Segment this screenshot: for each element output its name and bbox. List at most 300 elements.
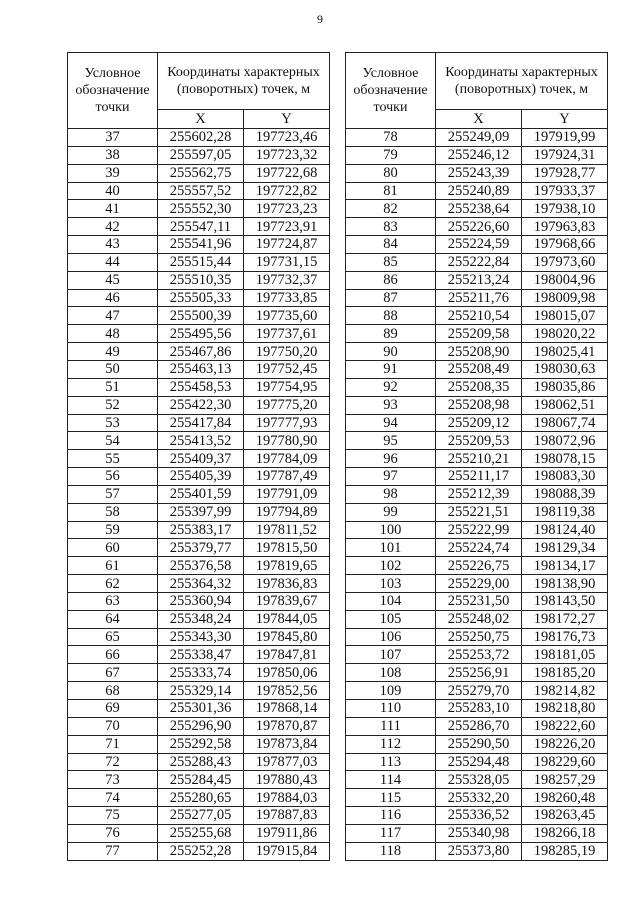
x-coordinate-cell: 255286,70 [436, 717, 522, 735]
table-row [346, 807, 608, 825]
point-number-cell: 80 [346, 164, 436, 182]
point-number-cell: 74 [68, 789, 158, 807]
x-coordinate-cell: 255279,70 [436, 682, 522, 700]
x-coordinate-cell: 255413,52 [158, 432, 244, 450]
table-row [346, 432, 608, 450]
x-coordinate-cell: 255292,58 [158, 735, 244, 753]
y-coordinate-cell: 198143,50 [522, 592, 608, 610]
point-number-cell: 112 [346, 735, 436, 753]
table-row [68, 378, 330, 396]
y-coordinate-cell: 198134,17 [522, 557, 608, 575]
point-number-cell: 65 [68, 628, 158, 646]
table-row [346, 503, 608, 521]
table-row [346, 182, 608, 200]
point-number-cell: 38 [68, 146, 158, 164]
y-coordinate-cell: 197722,68 [244, 164, 330, 182]
table-row [346, 289, 608, 307]
x-coordinate-cell: 255209,53 [436, 432, 522, 450]
x-coordinate-cell: 255240,89 [436, 182, 522, 200]
point-number-cell: 77 [68, 842, 158, 860]
y-coordinate-cell: 197877,03 [244, 753, 330, 771]
y-coordinate-cell: 197924,31 [522, 146, 608, 164]
y-coordinate-cell: 198025,41 [522, 343, 608, 361]
point-number-cell: 106 [346, 628, 436, 646]
point-number-cell: 110 [346, 700, 436, 718]
x-coordinate-cell: 255238,64 [436, 200, 522, 218]
point-number-cell: 114 [346, 771, 436, 789]
y-coordinate-cell: 197737,61 [244, 325, 330, 343]
y-coordinate-cell: 198009,98 [522, 289, 608, 307]
x-coordinate-cell: 255397,99 [158, 503, 244, 521]
table-row [68, 146, 330, 164]
point-number-cell: 94 [346, 414, 436, 432]
point-number-cell: 82 [346, 200, 436, 218]
point-number-cell: 99 [346, 503, 436, 521]
y-coordinate-cell: 197873,84 [244, 735, 330, 753]
y-coordinate-cell: 198072,96 [522, 432, 608, 450]
y-coordinate-cell: 198030,63 [522, 360, 608, 378]
table-row [68, 753, 330, 771]
table-row [346, 557, 608, 575]
point-number-cell: 83 [346, 218, 436, 236]
point-number-cell: 90 [346, 343, 436, 361]
point-number-cell: 81 [346, 182, 436, 200]
x-coordinate-cell: 255212,39 [436, 485, 522, 503]
x-coordinate-cell: 255458,53 [158, 378, 244, 396]
point-number-cell: 43 [68, 236, 158, 254]
table-row [68, 182, 330, 200]
point-number-cell: 48 [68, 325, 158, 343]
table-row [68, 664, 330, 682]
x-coordinate-cell: 255221,51 [436, 503, 522, 521]
point-number-cell: 116 [346, 807, 436, 825]
x-coordinate-cell: 255208,98 [436, 396, 522, 414]
x-coordinate-cell: 255597,05 [158, 146, 244, 164]
header-y-label: Y [244, 110, 330, 129]
x-coordinate-cell: 255379,77 [158, 539, 244, 557]
table-row [346, 200, 608, 218]
table-row [346, 682, 608, 700]
header-y-label: Y [522, 110, 608, 129]
y-coordinate-cell: 198083,30 [522, 468, 608, 486]
y-coordinate-cell: 197784,09 [244, 450, 330, 468]
table-row [68, 521, 330, 539]
y-coordinate-cell: 197723,91 [244, 218, 330, 236]
y-coordinate-cell: 197819,65 [244, 557, 330, 575]
x-coordinate-cell: 255336,52 [436, 807, 522, 825]
table-row [346, 753, 608, 771]
point-number-cell: 92 [346, 378, 436, 396]
point-number-cell: 102 [346, 557, 436, 575]
point-number-cell: 66 [68, 646, 158, 664]
point-number-cell: 108 [346, 664, 436, 682]
y-coordinate-cell: 198119,38 [522, 503, 608, 521]
point-number-cell: 49 [68, 343, 158, 361]
x-coordinate-cell: 255252,28 [158, 842, 244, 860]
y-coordinate-cell: 198138,90 [522, 575, 608, 593]
table-row [346, 325, 608, 343]
x-coordinate-cell: 255557,52 [158, 182, 244, 200]
table-row [68, 325, 330, 343]
point-number-cell: 61 [68, 557, 158, 575]
y-coordinate-cell: 197933,37 [522, 182, 608, 200]
point-number-cell: 78 [346, 129, 436, 147]
x-coordinate-cell: 255500,39 [158, 307, 244, 325]
point-number-cell: 62 [68, 575, 158, 593]
y-coordinate-cell: 197928,77 [522, 164, 608, 182]
table-row [68, 646, 330, 664]
point-number-cell: 41 [68, 200, 158, 218]
table-row [346, 771, 608, 789]
x-coordinate-cell: 255208,35 [436, 378, 522, 396]
x-coordinate-cell: 255364,32 [158, 575, 244, 593]
x-coordinate-cell: 255329,14 [158, 682, 244, 700]
point-number-cell: 58 [68, 503, 158, 521]
table-row [346, 575, 608, 593]
point-number-cell: 64 [68, 610, 158, 628]
y-coordinate-cell: 198020,22 [522, 325, 608, 343]
y-coordinate-cell: 197868,14 [244, 700, 330, 718]
table-row [346, 610, 608, 628]
y-coordinate-cell: 197963,83 [522, 218, 608, 236]
y-coordinate-cell: 197815,50 [244, 539, 330, 557]
point-number-cell: 85 [346, 253, 436, 271]
x-coordinate-cell: 255495,56 [158, 325, 244, 343]
point-number-cell: 50 [68, 360, 158, 378]
y-coordinate-cell: 197836,83 [244, 575, 330, 593]
point-number-cell: 63 [68, 592, 158, 610]
table-row [68, 271, 330, 289]
table-row [346, 842, 608, 860]
y-coordinate-cell: 197754,95 [244, 378, 330, 396]
point-number-cell: 84 [346, 236, 436, 254]
table-row [68, 592, 330, 610]
y-coordinate-cell: 197919,99 [522, 129, 608, 147]
x-coordinate-cell: 255417,84 [158, 414, 244, 432]
y-coordinate-cell: 198285,19 [522, 842, 608, 860]
table-row [346, 218, 608, 236]
x-coordinate-cell: 255246,12 [436, 146, 522, 164]
x-coordinate-cell: 255290,50 [436, 735, 522, 753]
table-row [68, 218, 330, 236]
point-number-cell: 115 [346, 789, 436, 807]
table-row [68, 610, 330, 628]
table-row [68, 236, 330, 254]
page-number: 9 [317, 12, 323, 26]
table-row [68, 628, 330, 646]
table-row [68, 360, 330, 378]
y-coordinate-cell: 198260,48 [522, 789, 608, 807]
x-coordinate-cell: 255328,05 [436, 771, 522, 789]
table-row [68, 129, 330, 147]
table-row [346, 343, 608, 361]
point-number-cell: 42 [68, 218, 158, 236]
header-coordinates-label: Координаты характерных (поворотных) точек, м [436, 53, 608, 110]
header-x-label: X [436, 110, 522, 129]
x-coordinate-cell: 255405,39 [158, 468, 244, 486]
y-coordinate-cell: 197850,06 [244, 664, 330, 682]
table-row [68, 164, 330, 182]
y-coordinate-cell: 197844,05 [244, 610, 330, 628]
point-number-cell: 79 [346, 146, 436, 164]
x-coordinate-cell: 255547,11 [158, 218, 244, 236]
x-coordinate-cell: 255360,94 [158, 592, 244, 610]
y-coordinate-cell: 198004,96 [522, 271, 608, 289]
x-coordinate-cell: 255224,74 [436, 539, 522, 557]
table-row [68, 735, 330, 753]
y-coordinate-cell: 197880,43 [244, 771, 330, 789]
point-number-cell: 60 [68, 539, 158, 557]
x-coordinate-cell: 255222,99 [436, 521, 522, 539]
table-row [346, 146, 608, 164]
table-row [68, 414, 330, 432]
y-coordinate-cell: 198067,74 [522, 414, 608, 432]
point-number-cell: 71 [68, 735, 158, 753]
point-number-cell: 67 [68, 664, 158, 682]
header-point-label: Условное обозначение точки [346, 53, 436, 129]
point-number-cell: 44 [68, 253, 158, 271]
table-row [346, 717, 608, 735]
x-coordinate-cell: 255209,58 [436, 325, 522, 343]
point-number-cell: 111 [346, 717, 436, 735]
x-coordinate-cell: 255401,59 [158, 485, 244, 503]
point-number-cell: 117 [346, 824, 436, 842]
table-row [68, 789, 330, 807]
x-coordinate-cell: 255409,37 [158, 450, 244, 468]
point-number-cell: 57 [68, 485, 158, 503]
point-number-cell: 51 [68, 378, 158, 396]
y-coordinate-cell: 198088,39 [522, 485, 608, 503]
point-number-cell: 87 [346, 289, 436, 307]
y-coordinate-cell: 198181,05 [522, 646, 608, 664]
point-number-cell: 107 [346, 646, 436, 664]
table-row [346, 396, 608, 414]
x-coordinate-cell: 255208,49 [436, 360, 522, 378]
y-coordinate-cell: 197733,85 [244, 289, 330, 307]
y-coordinate-cell: 198172,27 [522, 610, 608, 628]
point-number-cell: 96 [346, 450, 436, 468]
x-coordinate-cell: 255422,30 [158, 396, 244, 414]
x-coordinate-cell: 255296,90 [158, 717, 244, 735]
y-coordinate-cell: 198266,18 [522, 824, 608, 842]
header-coordinates-label: Координаты характерных (поворотных) точек, м [158, 53, 330, 110]
table-row [68, 307, 330, 325]
table-row [68, 575, 330, 593]
point-number-cell: 88 [346, 307, 436, 325]
point-number-cell: 53 [68, 414, 158, 432]
x-coordinate-cell: 255209,12 [436, 414, 522, 432]
y-coordinate-cell: 197968,66 [522, 236, 608, 254]
x-coordinate-cell: 255283,10 [436, 700, 522, 718]
table-row [68, 485, 330, 503]
x-coordinate-cell: 255343,30 [158, 628, 244, 646]
y-coordinate-cell: 197722,82 [244, 182, 330, 200]
y-coordinate-cell: 197752,45 [244, 360, 330, 378]
x-coordinate-cell: 255231,50 [436, 592, 522, 610]
point-number-cell: 89 [346, 325, 436, 343]
table-row [68, 771, 330, 789]
x-coordinate-cell: 255250,75 [436, 628, 522, 646]
table-row [346, 735, 608, 753]
table-row [68, 807, 330, 825]
y-coordinate-cell: 197775,20 [244, 396, 330, 414]
table-row [346, 700, 608, 718]
table-row [346, 592, 608, 610]
table-row [346, 646, 608, 664]
y-coordinate-cell: 197750,20 [244, 343, 330, 361]
x-coordinate-cell: 255243,39 [436, 164, 522, 182]
point-number-cell: 40 [68, 182, 158, 200]
y-coordinate-cell: 197811,52 [244, 521, 330, 539]
y-coordinate-cell: 198218,80 [522, 700, 608, 718]
y-coordinate-cell: 198257,29 [522, 771, 608, 789]
y-coordinate-cell: 197731,15 [244, 253, 330, 271]
table-row [346, 628, 608, 646]
table-row [68, 717, 330, 735]
x-coordinate-cell: 255226,60 [436, 218, 522, 236]
table-row [346, 378, 608, 396]
table-row [68, 200, 330, 218]
point-number-cell: 52 [68, 396, 158, 414]
x-coordinate-cell: 255277,05 [158, 807, 244, 825]
header-point-label: Условное обозначение точки [68, 53, 158, 129]
y-coordinate-cell: 197723,23 [244, 200, 330, 218]
point-number-cell: 86 [346, 271, 436, 289]
x-coordinate-cell: 255211,76 [436, 289, 522, 307]
table-row [346, 253, 608, 271]
x-coordinate-cell: 255229,00 [436, 575, 522, 593]
x-coordinate-cell: 255256,91 [436, 664, 522, 682]
y-coordinate-cell: 197973,60 [522, 253, 608, 271]
y-coordinate-cell: 197780,90 [244, 432, 330, 450]
table-row [346, 664, 608, 682]
point-number-cell: 70 [68, 717, 158, 735]
point-number-cell: 37 [68, 129, 158, 147]
table-row [68, 432, 330, 450]
y-coordinate-cell: 197732,37 [244, 271, 330, 289]
table-row [346, 824, 608, 842]
table-row [68, 842, 330, 860]
y-coordinate-cell: 198214,82 [522, 682, 608, 700]
x-coordinate-cell: 255284,45 [158, 771, 244, 789]
header-x-label: X [158, 110, 244, 129]
x-coordinate-cell: 255376,58 [158, 557, 244, 575]
point-number-cell: 97 [346, 468, 436, 486]
point-number-cell: 100 [346, 521, 436, 539]
point-number-cell: 109 [346, 682, 436, 700]
point-number-cell: 46 [68, 289, 158, 307]
point-number-cell: 72 [68, 753, 158, 771]
point-number-cell: 76 [68, 824, 158, 842]
table-row [346, 164, 608, 182]
x-coordinate-cell: 255373,80 [436, 842, 522, 860]
x-coordinate-cell: 255280,65 [158, 789, 244, 807]
table-row [68, 450, 330, 468]
x-coordinate-cell: 255515,44 [158, 253, 244, 271]
y-coordinate-cell: 198226,20 [522, 735, 608, 753]
point-number-cell: 104 [346, 592, 436, 610]
y-coordinate-cell: 197777,93 [244, 414, 330, 432]
table-row [346, 414, 608, 432]
x-coordinate-cell: 255294,48 [436, 753, 522, 771]
table-row [346, 521, 608, 539]
point-number-cell: 59 [68, 521, 158, 539]
point-number-cell: 55 [68, 450, 158, 468]
table-row [346, 271, 608, 289]
point-number-cell: 47 [68, 307, 158, 325]
point-number-cell: 69 [68, 700, 158, 718]
y-coordinate-cell: 197724,87 [244, 236, 330, 254]
x-coordinate-cell: 255211,17 [436, 468, 522, 486]
y-coordinate-cell: 197839,67 [244, 592, 330, 610]
table-row [68, 253, 330, 271]
x-coordinate-cell: 255510,35 [158, 271, 244, 289]
table-row [68, 396, 330, 414]
y-coordinate-cell: 197735,60 [244, 307, 330, 325]
x-coordinate-cell: 255255,68 [158, 824, 244, 842]
y-coordinate-cell: 198078,15 [522, 450, 608, 468]
y-coordinate-cell: 197911,86 [244, 824, 330, 842]
y-coordinate-cell: 197938,10 [522, 200, 608, 218]
table-row [346, 539, 608, 557]
table-row [68, 557, 330, 575]
table-row [68, 468, 330, 486]
point-number-cell: 103 [346, 575, 436, 593]
y-coordinate-cell: 197915,84 [244, 842, 330, 860]
y-coordinate-cell: 198185,20 [522, 664, 608, 682]
table-row [346, 450, 608, 468]
x-coordinate-cell: 255248,02 [436, 610, 522, 628]
y-coordinate-cell: 197723,46 [244, 129, 330, 147]
point-number-cell: 105 [346, 610, 436, 628]
table-row [68, 824, 330, 842]
x-coordinate-cell: 255224,59 [436, 236, 522, 254]
y-coordinate-cell: 198062,51 [522, 396, 608, 414]
table-row [346, 468, 608, 486]
y-coordinate-cell: 198124,40 [522, 521, 608, 539]
point-number-cell: 39 [68, 164, 158, 182]
y-coordinate-cell: 198263,45 [522, 807, 608, 825]
table-row [68, 503, 330, 521]
table-row [346, 789, 608, 807]
x-coordinate-cell: 255210,21 [436, 450, 522, 468]
table-row [68, 539, 330, 557]
point-number-cell: 98 [346, 485, 436, 503]
table-row [346, 129, 608, 147]
y-coordinate-cell: 198222,60 [522, 717, 608, 735]
x-coordinate-cell: 255226,75 [436, 557, 522, 575]
y-coordinate-cell: 198229,60 [522, 753, 608, 771]
table-row [68, 289, 330, 307]
y-coordinate-cell: 197884,03 [244, 789, 330, 807]
y-coordinate-cell: 197847,81 [244, 646, 330, 664]
y-coordinate-cell: 197870,87 [244, 717, 330, 735]
x-coordinate-cell: 255505,33 [158, 289, 244, 307]
x-coordinate-cell: 255338,47 [158, 646, 244, 664]
table-row [346, 307, 608, 325]
point-number-cell: 73 [68, 771, 158, 789]
y-coordinate-cell: 197791,09 [244, 485, 330, 503]
table-row [68, 682, 330, 700]
point-number-cell: 54 [68, 432, 158, 450]
x-coordinate-cell: 255332,20 [436, 789, 522, 807]
y-coordinate-cell: 197852,56 [244, 682, 330, 700]
point-number-cell: 93 [346, 396, 436, 414]
y-coordinate-cell: 197787,49 [244, 468, 330, 486]
x-coordinate-cell: 255253,72 [436, 646, 522, 664]
x-coordinate-cell: 255383,17 [158, 521, 244, 539]
x-coordinate-cell: 255552,30 [158, 200, 244, 218]
